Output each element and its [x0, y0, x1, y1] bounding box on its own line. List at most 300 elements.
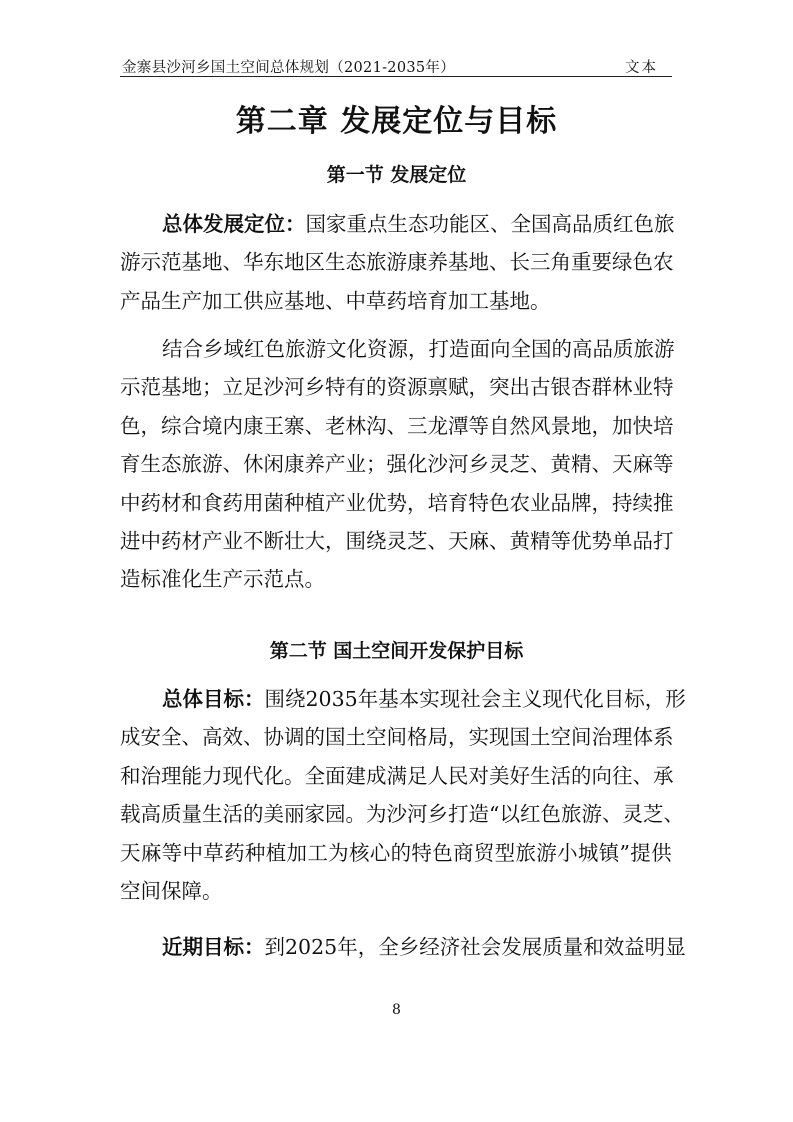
text-glyph: 到 [264, 935, 285, 959]
text-glyph: 经 [419, 935, 440, 959]
text-glyph: 品 [572, 212, 593, 236]
text-glyph: 红 [244, 337, 265, 361]
text-glyph: 显 [665, 935, 686, 959]
text-glyph: 人 [427, 763, 448, 788]
text-glyph: 的 [551, 337, 572, 361]
text-glyph: 合 [181, 413, 202, 438]
text-glyph: ， [407, 490, 428, 515]
text-glyph: ， [357, 935, 379, 959]
text-glyph: 间 [571, 725, 592, 750]
text-glyph: ， [591, 413, 612, 438]
text-glyph: 快 [632, 413, 653, 438]
text-glyph: 游 [536, 840, 557, 865]
text-glyph: 有 [345, 375, 366, 400]
text-glyph: 、 [386, 413, 407, 438]
text-glyph: 红 [519, 802, 541, 827]
text-glyph: 全 [510, 212, 531, 236]
text-glyph: 标 [624, 687, 645, 711]
text-glyph: 中 [182, 840, 203, 865]
text-glyph: 好 [509, 763, 530, 788]
text-glyph: 理 [612, 725, 633, 750]
text-glyph: 、 [489, 250, 510, 275]
section-title-1: 第一节 发展定位 [326, 164, 467, 186]
line-text [265, 680, 686, 718]
text-glyph: ， [448, 725, 469, 750]
text-glyph: 天 [612, 452, 633, 477]
paragraph-line [120, 680, 686, 718]
text-glyph: 药 [222, 490, 243, 515]
text-glyph: 产 [202, 528, 223, 553]
text-glyph: 年 [357, 687, 379, 711]
text-glyph: 持 [612, 490, 633, 515]
text-glyph: 、 [181, 725, 202, 750]
text-glyph: 游 [386, 250, 407, 275]
text-glyph: 杏 [571, 375, 592, 400]
text-glyph: 绕 [285, 687, 306, 711]
text-glyph: 家 [326, 212, 347, 236]
text-glyph: 态 [345, 250, 366, 275]
text-glyph: 地 [468, 250, 489, 275]
text-glyph: ； [202, 375, 223, 400]
text-glyph: 重 [571, 250, 592, 275]
paragraph-line: 产品生产加工供应基地、中草药培育加工基地。 [120, 288, 551, 313]
text-glyph: 特 [468, 490, 489, 515]
paragraph-line: 造标准化生产示范点。 [120, 567, 325, 592]
text-glyph: 潭 [448, 413, 469, 438]
text-glyph: 结 [162, 337, 183, 361]
text-glyph: 主 [501, 687, 522, 711]
text-glyph: 品 [592, 337, 613, 361]
text-glyph: 种 [244, 840, 266, 865]
paragraph-near-term-goal [120, 928, 686, 966]
text-glyph: 育 [448, 490, 469, 515]
text-glyph: 质 [161, 802, 182, 827]
text-glyph: 成 [120, 725, 141, 750]
text-glyph: 特 [411, 840, 432, 865]
text-glyph: 满 [386, 763, 407, 788]
text-glyph: 2 [311, 935, 325, 959]
text-glyph: 化 [407, 452, 428, 477]
text-glyph: 现 [489, 725, 510, 750]
text-glyph: 高 [140, 802, 161, 827]
text-glyph: 康 [284, 452, 305, 477]
text-glyph: 功 [428, 212, 449, 236]
text-glyph: 等 [653, 452, 674, 477]
text-glyph: 色 [120, 413, 141, 438]
text-glyph: 乡 [398, 935, 420, 959]
text-glyph: 源 [407, 375, 428, 400]
text-glyph: 河 [448, 452, 469, 477]
text-glyph: 地 [202, 250, 223, 275]
text-glyph: ， [325, 528, 346, 553]
paragraph-line [120, 243, 672, 281]
text-glyph: 康 [243, 413, 264, 438]
text-glyph: 养 [427, 250, 448, 275]
text-glyph: 文 [326, 337, 347, 361]
text-glyph: 活 [550, 763, 571, 788]
text-glyph: 灵 [386, 528, 407, 553]
text-glyph: 麻 [140, 840, 162, 865]
text-glyph: 游 [654, 337, 675, 361]
text-glyph: 国 [305, 212, 326, 236]
text-glyph: 足 [243, 375, 264, 400]
text-glyph: 菌 [263, 490, 284, 515]
text-glyph: 年 [337, 935, 358, 959]
text-glyph: 会 [480, 687, 502, 711]
text-glyph: 空 [550, 725, 571, 750]
paragraph-lead: 总体目标： [162, 687, 265, 711]
text-glyph: 协 [263, 725, 284, 750]
text-glyph: 强 [386, 452, 407, 477]
text-glyph: 红 [613, 212, 634, 236]
text-glyph: 东 [263, 250, 284, 275]
text-glyph: 业 [632, 375, 653, 400]
text-glyph: 特 [653, 375, 674, 400]
text-glyph: 基 [161, 375, 182, 400]
paragraph-line [120, 928, 686, 966]
text-glyph: 围 [345, 528, 366, 553]
text-glyph: 、 [222, 250, 243, 275]
text-glyph: 目 [603, 687, 625, 711]
text-glyph: 生 [530, 763, 551, 788]
text-glyph: 药 [161, 528, 182, 553]
text-glyph: 基 [181, 250, 202, 275]
text-glyph: 质 [613, 337, 634, 361]
text-glyph: 资 [386, 375, 407, 400]
text-glyph: 。 [284, 763, 305, 788]
text-glyph: 华 [243, 250, 264, 275]
text-glyph: 对 [468, 763, 489, 788]
text-glyph: 为 [328, 840, 349, 865]
text-glyph: 、 [427, 528, 448, 553]
text-glyph: 益 [624, 935, 645, 959]
text-glyph: 格 [407, 725, 428, 750]
text-glyph: 沟 [366, 413, 387, 438]
paragraph-line [120, 718, 672, 756]
text-glyph: 提 [630, 840, 651, 865]
text-glyph: 国 [531, 337, 552, 361]
paragraph-line [120, 407, 672, 445]
text-glyph: 色 [489, 490, 510, 515]
text-glyph: 体 [632, 725, 653, 750]
text-glyph: 的 [366, 375, 387, 400]
text-glyph: 色 [633, 212, 654, 236]
text-glyph: 成 [366, 763, 387, 788]
text-glyph: 承 [653, 763, 674, 788]
text-glyph: 示 [140, 250, 161, 275]
text-glyph: 内 [222, 413, 243, 438]
text-glyph: 农 [509, 490, 530, 515]
text-glyph: 0 [298, 935, 312, 959]
text-glyph: 灵 [489, 452, 510, 477]
text-glyph: 业 [345, 490, 366, 515]
text-glyph: 乡 [304, 375, 325, 400]
text-glyph: 等 [468, 413, 489, 438]
text-glyph: 旅 [181, 452, 202, 477]
text-glyph: 治 [140, 763, 161, 788]
text-glyph: 优 [571, 528, 592, 553]
text-glyph: 推 [653, 490, 674, 515]
text-glyph: 龙 [427, 413, 448, 438]
text-glyph: 风 [530, 413, 551, 438]
text-glyph: 麻 [468, 528, 489, 553]
running-header [120, 54, 672, 76]
text-glyph: 优 [366, 490, 387, 515]
text-glyph: 精 [530, 528, 551, 553]
text-glyph: 域 [223, 337, 244, 361]
text-glyph: 单 [612, 528, 633, 553]
paragraph-overall-positioning [120, 205, 675, 320]
text-glyph: 和 [120, 763, 141, 788]
text-glyph: 三 [407, 413, 428, 438]
text-glyph: 沙 [263, 375, 284, 400]
text-glyph: 旅 [515, 840, 536, 865]
text-glyph: 、 [663, 802, 684, 827]
text-glyph: 产 [325, 490, 346, 515]
text-glyph: 色 [540, 802, 561, 827]
text-glyph: 能 [181, 763, 202, 788]
paragraph-line [120, 445, 672, 483]
paragraph-line [120, 484, 672, 522]
text-glyph: 色 [632, 250, 653, 275]
text-glyph: 工 [307, 840, 328, 865]
text-glyph: 能 [449, 212, 470, 236]
paragraph-line [120, 368, 672, 406]
text-glyph: 、 [490, 212, 511, 236]
text-glyph: 、 [243, 725, 264, 750]
text-glyph: 中 [120, 490, 141, 515]
text-glyph: 城 [577, 840, 599, 865]
chapter-title: 第二章 发展定位与目标 [235, 104, 558, 139]
text-glyph: 建 [345, 763, 366, 788]
text-glyph: 社 [460, 935, 481, 959]
text-glyph: 业 [222, 528, 243, 553]
text-glyph: 突 [489, 375, 510, 400]
text-glyph: 加 [286, 840, 307, 865]
text-glyph: 现 [542, 687, 563, 711]
text-glyph: 精 [571, 452, 592, 477]
text-glyph: 的 [390, 840, 412, 865]
text-glyph: 生 [387, 212, 408, 236]
text-glyph: 量 [181, 802, 202, 827]
text-glyph: ， [591, 490, 612, 515]
text-glyph: 草 [203, 840, 224, 865]
text-glyph: 5 [324, 935, 338, 959]
text-glyph: 园 [325, 802, 346, 827]
text-glyph: 天 [120, 840, 141, 865]
text-glyph: 打 [448, 802, 469, 827]
text-glyph: 游 [202, 452, 223, 477]
text-glyph: 围 [264, 687, 285, 711]
text-glyph: 芝 [642, 802, 664, 827]
text-glyph: 调 [284, 725, 305, 750]
text-glyph: 势 [386, 490, 407, 515]
text-glyph: 现 [439, 687, 461, 711]
text-glyph: 商 [453, 840, 474, 865]
text-glyph: 安 [140, 725, 161, 750]
text-glyph: 林 [345, 413, 366, 438]
paragraph-positioning-details [120, 330, 675, 599]
text-glyph: 基 [378, 687, 399, 711]
text-glyph: 、 [304, 413, 325, 438]
text-glyph: 造 [468, 802, 489, 827]
text-glyph: 出 [509, 375, 530, 400]
text-glyph: 乡 [427, 802, 448, 827]
text-glyph: 5 [344, 687, 358, 711]
text-glyph: 区 [304, 250, 325, 275]
text-glyph: 育 [120, 452, 141, 477]
text-glyph: 农 [653, 250, 674, 275]
text-glyph: 闲 [263, 452, 284, 477]
text-glyph: 不 [243, 528, 264, 553]
text-glyph: 天 [448, 528, 469, 553]
text-glyph: 沙 [427, 452, 448, 477]
text-glyph: 寨 [284, 413, 305, 438]
paragraph-overall-goal [120, 680, 686, 910]
text-glyph: 材 [181, 528, 202, 553]
text-glyph: 国 [509, 725, 530, 750]
text-glyph: 绕 [366, 528, 387, 553]
text-glyph: 和 [181, 490, 202, 515]
text-glyph: 旅 [654, 212, 675, 236]
text-glyph: 往 [612, 763, 633, 788]
text-glyph: 地 [571, 413, 592, 438]
text-glyph: 量 [562, 935, 584, 959]
text-glyph: 打 [653, 528, 674, 553]
text-glyph: 要 [591, 250, 612, 275]
text-glyph: ， [644, 687, 666, 711]
text-glyph: 质 [592, 212, 613, 236]
line-text [306, 205, 675, 243]
text-glyph: 化 [346, 337, 367, 361]
text-glyph: 0 [318, 687, 332, 711]
text-glyph: ， [408, 337, 429, 361]
text-glyph: 乡 [468, 452, 489, 477]
text-glyph: 乡 [203, 337, 224, 361]
text-glyph: 形 [665, 687, 686, 711]
text-glyph: 化 [263, 763, 284, 788]
text-glyph: 角 [550, 250, 571, 275]
text-glyph: 河 [407, 802, 428, 827]
text-glyph: 黄 [509, 528, 530, 553]
text-glyph: 进 [120, 528, 141, 553]
text-glyph: 等 [550, 528, 571, 553]
text-glyph: 效 [603, 935, 625, 959]
text-glyph: 核 [348, 840, 370, 865]
text-glyph: 培 [427, 490, 448, 515]
text-glyph: 三 [530, 250, 551, 275]
text-glyph: 立 [222, 375, 243, 400]
text-glyph: 景 [550, 413, 571, 438]
text-glyph: 为 [366, 802, 387, 827]
text-glyph: 加 [612, 413, 633, 438]
text-glyph: ” [619, 840, 630, 865]
text-glyph: 材 [161, 490, 182, 515]
line-text [265, 928, 686, 966]
text-glyph: 续 [632, 490, 653, 515]
text-glyph: 中 [140, 528, 161, 553]
text-glyph: 生 [140, 452, 161, 477]
text-glyph: 、 [601, 802, 623, 827]
text-glyph: 。 [345, 802, 366, 827]
text-glyph: 活 [222, 802, 243, 827]
text-glyph: 、 [632, 763, 653, 788]
page-number: 8 [392, 1002, 401, 1018]
text-glyph: 境 [202, 413, 223, 438]
text-glyph: 足 [407, 763, 428, 788]
text-glyph: 全 [510, 337, 531, 361]
text-glyph: 镇 [598, 840, 620, 865]
text-glyph: ， [468, 375, 489, 400]
text-glyph: 基 [448, 250, 469, 275]
text-glyph: 丽 [284, 802, 305, 827]
text-glyph: 高 [572, 337, 593, 361]
text-glyph: 银 [550, 375, 571, 400]
text-glyph: 特 [325, 375, 346, 400]
text-glyph: 合 [182, 337, 203, 361]
text-glyph: 芝 [509, 452, 530, 477]
text-glyph: 河 [284, 375, 305, 400]
text-glyph: ， [140, 413, 161, 438]
text-glyph: 心 [369, 840, 391, 865]
paragraph-line [120, 795, 684, 833]
paragraph-line [120, 330, 675, 368]
section-title-2: 第二节 国土空间开发保护目标 [269, 640, 524, 662]
text-glyph: 芝 [407, 528, 428, 553]
text-glyph: 种 [284, 490, 305, 515]
text-glyph: 态 [408, 212, 429, 236]
text-glyph: 壮 [284, 528, 305, 553]
text-glyph: 游 [305, 337, 326, 361]
text-glyph: 色 [432, 840, 453, 865]
text-glyph: 生 [202, 802, 223, 827]
text-glyph: 质 [542, 935, 563, 959]
text-glyph: 综 [161, 413, 182, 438]
text-glyph: 空 [366, 725, 387, 750]
text-glyph: 旅 [285, 337, 306, 361]
text-glyph: 业 [345, 452, 366, 477]
text-glyph: 群 [591, 375, 612, 400]
text-glyph: 理 [161, 763, 182, 788]
text-glyph: 效 [222, 725, 243, 750]
text-glyph: 国 [531, 212, 552, 236]
text-glyph: 济 [439, 935, 461, 959]
text-glyph: 3 [331, 687, 345, 711]
text-glyph: 然 [509, 413, 530, 438]
text-glyph: 沙 [386, 802, 407, 827]
text-glyph: 老 [325, 413, 346, 438]
text-glyph: 民 [448, 763, 469, 788]
text-glyph: 休 [243, 452, 264, 477]
text-glyph: 势 [591, 528, 612, 553]
text-glyph: 家 [304, 802, 325, 827]
text-glyph: 旅 [366, 250, 387, 275]
text-glyph: 色 [264, 337, 285, 361]
text-glyph: 麻 [632, 452, 653, 477]
text-glyph: 全 [161, 725, 182, 750]
text-glyph: 实 [468, 725, 489, 750]
text-glyph: 资 [367, 337, 388, 361]
text-glyph: 禀 [427, 375, 448, 400]
text-glyph: 的 [571, 763, 592, 788]
text-glyph: 小 [557, 840, 578, 865]
paragraph-line: 空间保障。 [120, 878, 223, 903]
text-glyph: 培 [653, 413, 674, 438]
header-divider [120, 76, 672, 77]
text-glyph: 自 [489, 413, 510, 438]
text-glyph: 2 [285, 935, 299, 959]
text-glyph: 治 [591, 725, 612, 750]
